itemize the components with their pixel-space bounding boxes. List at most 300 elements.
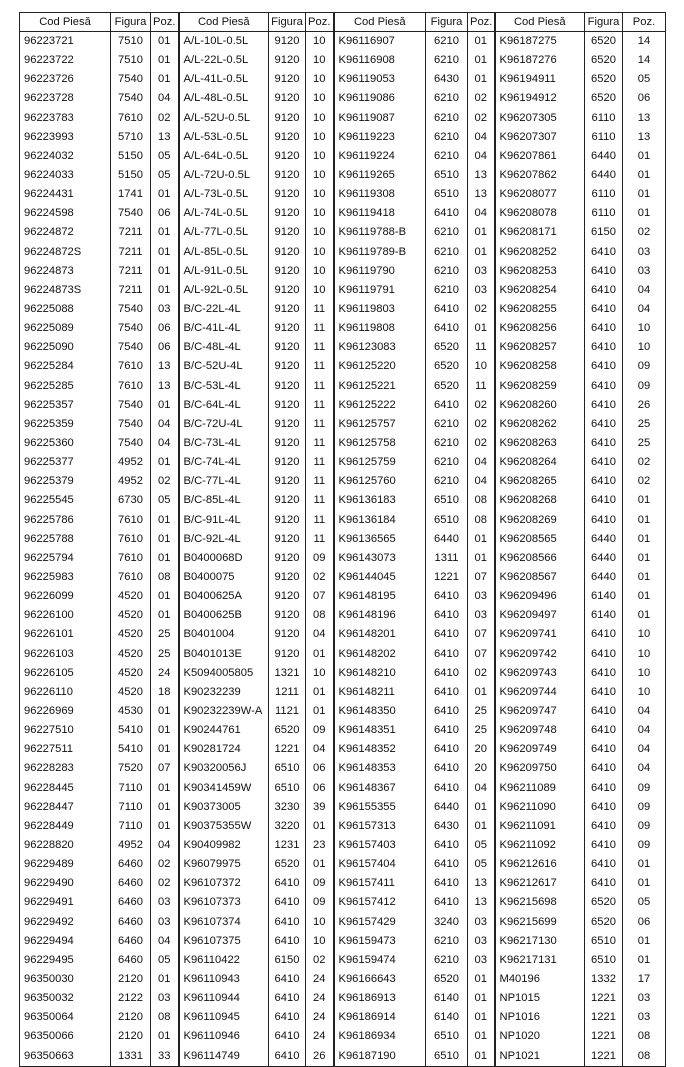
header-cod-piesa: Cod Piesă [495, 13, 585, 32]
cod-piesa-cell: K96208260 [495, 396, 585, 415]
figura-cell: 6410 [585, 702, 623, 721]
cod-piesa-cell: B0400068D [179, 549, 269, 568]
poz-cell: 11 [306, 396, 334, 415]
table-row [20, 204, 666, 223]
figura-cell: 6410 [426, 836, 468, 855]
cod-piesa-cell: NP1020 [495, 1027, 585, 1046]
poz-cell: 05 [151, 491, 179, 510]
cod-piesa-cell: B/C-74L-4L [179, 453, 269, 472]
cod-piesa-cell: K96208566 [495, 549, 585, 568]
poz-cell: 20 [468, 740, 495, 759]
figura-cell: 9120 [269, 185, 306, 204]
figura-cell: 6510 [269, 778, 306, 797]
table-row [20, 147, 666, 166]
figura-cell: 1221 [426, 568, 468, 587]
poz-cell: 04 [623, 300, 666, 319]
poz-cell: 02 [468, 300, 495, 319]
figura-cell: 5150 [111, 166, 151, 185]
figura-cell: 6410 [269, 1008, 306, 1027]
figura-cell: 9120 [269, 606, 306, 625]
cod-piesa-cell: K96208253 [495, 262, 585, 281]
table-row [20, 396, 666, 415]
poz-cell: 01 [468, 51, 495, 70]
header-figura: Figura [111, 13, 151, 32]
figura-cell: 6410 [585, 472, 623, 491]
figura-cell: 6410 [426, 606, 468, 625]
figura-cell: 1221 [585, 989, 623, 1008]
figura-cell: 6440 [426, 530, 468, 549]
figura-cell: 6520 [426, 338, 468, 357]
figura-cell: 6410 [269, 1046, 306, 1066]
cod-piesa-cell: 96224873S [20, 281, 111, 300]
cod-piesa-cell: 96225379 [20, 472, 111, 491]
poz-cell: 11 [468, 377, 495, 396]
poz-cell: 01 [468, 989, 495, 1008]
figura-cell: 9120 [269, 549, 306, 568]
figura-cell: 7610 [111, 377, 151, 396]
cod-piesa-cell: K96209744 [495, 683, 585, 702]
cod-piesa-cell: K90320056J [179, 759, 269, 778]
figura-cell: 6460 [111, 874, 151, 893]
cod-piesa-cell: 96225377 [20, 453, 111, 472]
table-row [20, 1008, 666, 1027]
cod-piesa-cell: 96350064 [20, 1008, 111, 1027]
poz-cell: 13 [623, 128, 666, 147]
poz-cell: 09 [306, 874, 334, 893]
poz-cell: 01 [623, 568, 666, 587]
poz-cell: 13 [468, 874, 495, 893]
poz-cell: 01 [623, 511, 666, 530]
cod-piesa-cell: B/C-52U-4L [179, 357, 269, 376]
poz-cell: 01 [468, 530, 495, 549]
figura-cell: 6410 [585, 645, 623, 664]
poz-cell: 01 [468, 970, 495, 989]
table-row [20, 70, 666, 89]
cod-piesa-cell: K96209750 [495, 759, 585, 778]
poz-cell: 08 [468, 511, 495, 530]
poz-cell: 05 [623, 70, 666, 89]
figura-cell: 6210 [426, 932, 468, 951]
poz-cell: 24 [306, 970, 334, 989]
poz-cell: 01 [468, 817, 495, 836]
cod-piesa-cell: K96209496 [495, 587, 585, 606]
figura-cell: 6510 [426, 185, 468, 204]
cod-piesa-cell: B/C-72U-4L [179, 415, 269, 434]
figura-cell: 6210 [426, 89, 468, 108]
poz-cell: 01 [623, 147, 666, 166]
header-poz: Poz. [306, 13, 334, 32]
poz-cell: 13 [468, 166, 495, 185]
cod-piesa-cell: K90232239W-A [179, 702, 269, 721]
cod-piesa-cell: 96226105 [20, 664, 111, 683]
poz-cell: 01 [151, 70, 179, 89]
figura-cell: 6410 [585, 434, 623, 453]
cod-piesa-cell: 96229490 [20, 874, 111, 893]
cod-piesa-cell: A/L-77L-0.5L [179, 223, 269, 242]
figura-cell: 9120 [269, 434, 306, 453]
figura-cell: 2120 [111, 1008, 151, 1027]
cod-piesa-cell: A/L-10L-0.5L [179, 32, 269, 52]
figura-cell: 6410 [585, 377, 623, 396]
cod-piesa-cell: K96208262 [495, 415, 585, 434]
figura-cell: 6140 [426, 1008, 468, 1027]
cod-piesa-cell: K96148211 [334, 683, 426, 702]
poz-cell: 10 [306, 912, 334, 931]
poz-cell: 11 [306, 434, 334, 453]
cod-piesa-cell: K96157404 [334, 855, 426, 874]
table-row [20, 989, 666, 1008]
cod-piesa-cell: K96125220 [334, 357, 426, 376]
figura-cell: 6510 [426, 491, 468, 510]
poz-cell: 07 [151, 759, 179, 778]
poz-cell: 04 [468, 204, 495, 223]
poz-cell: 01 [151, 702, 179, 721]
poz-cell: 01 [306, 817, 334, 836]
poz-cell: 24 [306, 989, 334, 1008]
cod-piesa-cell: 96350032 [20, 989, 111, 1008]
cod-piesa-cell: K96136183 [334, 491, 426, 510]
cod-piesa-cell: A/L-73L-0.5L [179, 185, 269, 204]
figura-cell: 9120 [269, 109, 306, 128]
poz-cell: 25 [468, 702, 495, 721]
figura-cell: 7540 [111, 89, 151, 108]
figura-cell: 9120 [269, 511, 306, 530]
poz-cell: 01 [623, 951, 666, 970]
figura-cell: 6410 [269, 1027, 306, 1046]
figura-cell: 6410 [426, 702, 468, 721]
table-row [20, 223, 666, 242]
cod-piesa-cell: K96114749 [179, 1046, 269, 1066]
cod-piesa-cell: K96119791 [334, 281, 426, 300]
poz-cell: 11 [306, 491, 334, 510]
cod-piesa-cell: K96148201 [334, 625, 426, 644]
poz-cell: 11 [306, 338, 334, 357]
figura-cell: 6520 [269, 721, 306, 740]
poz-cell: 08 [623, 1027, 666, 1046]
table-row [20, 778, 666, 797]
figura-cell: 6210 [426, 147, 468, 166]
poz-cell: 01 [151, 721, 179, 740]
poz-cell: 03 [151, 912, 179, 931]
poz-cell: 33 [151, 1046, 179, 1066]
cod-piesa-cell: K96119308 [334, 185, 426, 204]
cod-piesa-cell: 96229492 [20, 912, 111, 931]
poz-cell: 01 [468, 1046, 495, 1066]
poz-cell: 04 [151, 434, 179, 453]
figura-cell: 6410 [426, 625, 468, 644]
cod-piesa-cell: K96110944 [179, 989, 269, 1008]
poz-cell: 13 [151, 377, 179, 396]
poz-cell: 01 [151, 223, 179, 242]
poz-cell: 03 [151, 893, 179, 912]
figura-cell: 5410 [111, 740, 151, 759]
figura-cell: 6410 [585, 625, 623, 644]
cod-piesa-cell: 96226101 [20, 625, 111, 644]
poz-cell: 01 [151, 243, 179, 262]
poz-cell: 08 [623, 1046, 666, 1066]
figura-cell: 6410 [426, 683, 468, 702]
figura-cell: 1332 [585, 970, 623, 989]
cod-piesa-cell: K96209497 [495, 606, 585, 625]
poz-cell: 10 [306, 223, 334, 242]
figura-cell: 6440 [585, 147, 623, 166]
poz-cell: 11 [306, 530, 334, 549]
figura-cell: 7110 [111, 778, 151, 797]
figura-cell: 6510 [426, 511, 468, 530]
figura-cell: 9120 [269, 491, 306, 510]
cod-piesa-cell: K96157411 [334, 874, 426, 893]
cod-piesa-cell: A/L-52U-0.5L [179, 109, 269, 128]
figura-cell: 6460 [111, 912, 151, 931]
cod-piesa-cell: K96208264 [495, 453, 585, 472]
poz-cell: 03 [468, 912, 495, 931]
poz-cell: 04 [623, 721, 666, 740]
cod-piesa-cell: K96148367 [334, 778, 426, 797]
figura-cell: 6210 [426, 951, 468, 970]
figura-cell: 6410 [585, 262, 623, 281]
poz-cell: 02 [306, 568, 334, 587]
figura-cell: 6440 [585, 530, 623, 549]
figura-cell: 4520 [111, 683, 151, 702]
cod-piesa-cell: K96116907 [334, 32, 426, 52]
cod-piesa-cell: K96209748 [495, 721, 585, 740]
figura-cell: 1221 [585, 1008, 623, 1027]
poz-cell: 01 [306, 645, 334, 664]
table-row [20, 740, 666, 759]
figura-cell: 4520 [111, 645, 151, 664]
poz-cell: 01 [151, 587, 179, 606]
figura-cell: 9120 [269, 243, 306, 262]
poz-cell: 06 [151, 319, 179, 338]
figura-cell: 6460 [111, 893, 151, 912]
poz-cell: 26 [306, 1046, 334, 1066]
cod-piesa-cell: B/C-77L-4L [179, 472, 269, 491]
poz-cell: 10 [306, 262, 334, 281]
poz-cell: 01 [151, 511, 179, 530]
poz-cell: 02 [623, 453, 666, 472]
cod-piesa-cell: B/C-92L-4L [179, 530, 269, 549]
figura-cell: 6410 [585, 453, 623, 472]
cod-piesa-cell: K96119788-B [334, 223, 426, 242]
poz-cell: 04 [468, 147, 495, 166]
figura-cell: 6410 [585, 683, 623, 702]
cod-piesa-cell: K96136565 [334, 530, 426, 549]
cod-piesa-cell: A/L-41L-0.5L [179, 70, 269, 89]
table-row [20, 912, 666, 931]
poz-cell: 05 [468, 855, 495, 874]
cod-piesa-cell: 96225359 [20, 415, 111, 434]
figura-cell: 6410 [585, 759, 623, 778]
table-row [20, 549, 666, 568]
figura-cell: 7610 [111, 511, 151, 530]
poz-cell: 17 [623, 970, 666, 989]
poz-cell: 13 [468, 893, 495, 912]
cod-piesa-cell: K96186914 [334, 1008, 426, 1027]
table-row [20, 166, 666, 185]
cod-piesa-cell: 96229489 [20, 855, 111, 874]
cod-piesa-cell: 96225786 [20, 511, 111, 530]
poz-cell: 13 [151, 357, 179, 376]
cod-piesa-cell: 96225360 [20, 434, 111, 453]
poz-cell: 01 [623, 185, 666, 204]
table-row [20, 434, 666, 453]
table-row [20, 415, 666, 434]
figura-cell: 6110 [585, 128, 623, 147]
figura-cell: 6410 [269, 893, 306, 912]
cod-piesa-cell: K96125760 [334, 472, 426, 491]
figura-cell: 6410 [585, 817, 623, 836]
poz-cell: 25 [623, 434, 666, 453]
figura-cell: 1221 [585, 1046, 623, 1066]
figura-cell: 6210 [426, 223, 468, 242]
table-row [20, 128, 666, 147]
table-row [20, 683, 666, 702]
table-row [20, 511, 666, 530]
figura-cell: 6410 [426, 893, 468, 912]
figura-cell: 9120 [269, 587, 306, 606]
poz-cell: 06 [306, 778, 334, 797]
cod-piesa-cell: K96116908 [334, 51, 426, 70]
poz-cell: 24 [151, 664, 179, 683]
table-row [20, 759, 666, 778]
cod-piesa-cell: K96212616 [495, 855, 585, 874]
poz-cell: 02 [623, 472, 666, 491]
cod-piesa-cell: K96119790 [334, 262, 426, 281]
poz-cell: 25 [468, 721, 495, 740]
poz-cell: 09 [623, 357, 666, 376]
cod-piesa-cell: A/L-64L-0.5L [179, 147, 269, 166]
poz-cell: 03 [468, 951, 495, 970]
figura-cell: 6110 [585, 185, 623, 204]
cod-piesa-cell: 96223728 [20, 89, 111, 108]
cod-piesa-cell: K96209749 [495, 740, 585, 759]
cod-piesa-cell: B0400625A [179, 587, 269, 606]
cod-piesa-cell: A/L-72U-0.5L [179, 166, 269, 185]
cod-piesa-cell: K96211090 [495, 798, 585, 817]
figura-cell: 6410 [585, 281, 623, 300]
poz-cell: 25 [151, 625, 179, 644]
figura-cell: 9120 [269, 166, 306, 185]
figura-cell: 1331 [111, 1046, 151, 1066]
cod-piesa-cell: K96148196 [334, 606, 426, 625]
figura-cell: 1121 [269, 702, 306, 721]
poz-cell: 03 [468, 281, 495, 300]
cod-piesa-cell: K90281724 [179, 740, 269, 759]
figura-cell: 6510 [585, 932, 623, 951]
cod-piesa-cell: K96119265 [334, 166, 426, 185]
cod-piesa-cell: K96119086 [334, 89, 426, 108]
table-row [20, 625, 666, 644]
figura-cell: 6520 [585, 89, 623, 108]
figura-cell: 6410 [426, 874, 468, 893]
figura-cell: 4530 [111, 702, 151, 721]
poz-cell: 07 [468, 645, 495, 664]
cod-piesa-cell: 96223783 [20, 109, 111, 128]
figura-cell: 6410 [269, 970, 306, 989]
cod-piesa-cell: K96125757 [334, 415, 426, 434]
cod-piesa-cell: K96119418 [334, 204, 426, 223]
figura-cell: 6410 [585, 357, 623, 376]
figura-cell: 7540 [111, 396, 151, 415]
cod-piesa-cell: K96148350 [334, 702, 426, 721]
cod-piesa-cell: K96125222 [334, 396, 426, 415]
cod-piesa-cell: K96208171 [495, 223, 585, 242]
header-poz: Poz. [468, 13, 495, 32]
figura-cell: 9120 [269, 89, 306, 108]
cod-piesa-cell: B0400625B [179, 606, 269, 625]
poz-cell: 10 [306, 664, 334, 683]
figura-cell: 6510 [585, 951, 623, 970]
poz-cell: 01 [468, 1008, 495, 1027]
figura-cell: 6730 [111, 491, 151, 510]
figura-cell: 1231 [269, 836, 306, 855]
cod-piesa-cell: K96209743 [495, 664, 585, 683]
table-row [20, 817, 666, 836]
cod-piesa-cell: K96187275 [495, 32, 585, 52]
cod-piesa-cell: K96157313 [334, 817, 426, 836]
cod-piesa-cell: 96350030 [20, 970, 111, 989]
figura-cell: 6150 [269, 951, 306, 970]
figura-cell: 6410 [426, 396, 468, 415]
poz-cell: 14 [623, 32, 666, 52]
poz-cell: 09 [306, 893, 334, 912]
cod-piesa-cell: K96208268 [495, 491, 585, 510]
cod-piesa-cell: 96225285 [20, 377, 111, 396]
figura-cell: 6410 [426, 300, 468, 319]
figura-cell: 6410 [585, 836, 623, 855]
cod-piesa-cell: K96136184 [334, 511, 426, 530]
table-row [20, 338, 666, 357]
poz-cell: 26 [623, 396, 666, 415]
cod-piesa-cell: K96217130 [495, 932, 585, 951]
cod-piesa-cell: K96125221 [334, 377, 426, 396]
cod-piesa-cell: 96226103 [20, 645, 111, 664]
figura-cell: 6520 [426, 970, 468, 989]
poz-cell: 05 [623, 893, 666, 912]
cod-piesa-cell: K96212617 [495, 874, 585, 893]
poz-cell: 08 [151, 568, 179, 587]
cod-piesa-cell: K96148352 [334, 740, 426, 759]
figura-cell: 6410 [585, 740, 623, 759]
cod-piesa-cell: K96123083 [334, 338, 426, 357]
poz-cell: 01 [468, 319, 495, 338]
cod-piesa-cell: K96209741 [495, 625, 585, 644]
cod-piesa-cell: K96207862 [495, 166, 585, 185]
figura-cell: 7610 [111, 530, 151, 549]
poz-cell: 01 [151, 549, 179, 568]
poz-cell: 10 [306, 109, 334, 128]
figura-cell: 4952 [111, 472, 151, 491]
poz-cell: 01 [151, 606, 179, 625]
poz-cell: 01 [468, 1027, 495, 1046]
table-row [20, 472, 666, 491]
poz-cell: 10 [306, 70, 334, 89]
poz-cell: 03 [468, 587, 495, 606]
figura-cell: 6410 [426, 740, 468, 759]
cod-piesa-cell: A/L-48L-0.5L [179, 89, 269, 108]
poz-cell: 09 [623, 817, 666, 836]
cod-piesa-cell: 96224033 [20, 166, 111, 185]
figura-cell: 7610 [111, 109, 151, 128]
cod-piesa-cell: 96228445 [20, 778, 111, 797]
cod-piesa-cell: NP1021 [495, 1046, 585, 1066]
cod-piesa-cell: K96207307 [495, 128, 585, 147]
cod-piesa-cell: K90341459W [179, 778, 269, 797]
figura-cell: 1211 [269, 683, 306, 702]
poz-cell: 04 [306, 740, 334, 759]
figura-cell: 7540 [111, 338, 151, 357]
figura-cell: 6410 [426, 645, 468, 664]
